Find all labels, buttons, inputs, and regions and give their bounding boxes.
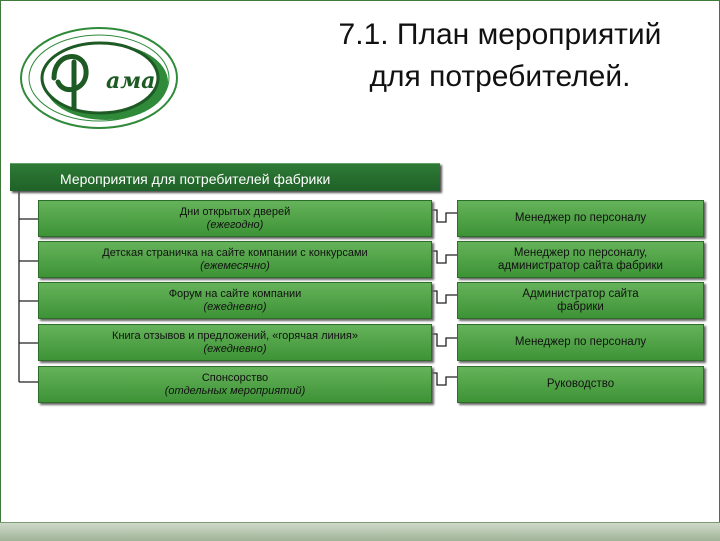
title-line-1: 7.1. План мероприятий — [338, 18, 662, 51]
responsible-box — [457, 200, 704, 237]
responsible-label: Руководство — [546, 378, 615, 390]
fama-logo — [14, 22, 179, 132]
slide-title — [290, 14, 710, 98]
activity-frequency: (отдельных мероприятий) — [164, 384, 306, 397]
activity-box-sponsorship — [38, 366, 432, 403]
activity-frequency: (ежедневно) — [203, 300, 267, 313]
activity-box-kids-page — [38, 241, 432, 278]
activity-frequency: (ежегодно) — [206, 218, 264, 231]
logo-text: ама — [106, 68, 156, 94]
activity-box-feedback — [38, 324, 432, 361]
root-node: Мероприятия для потребителей фабрики — [10, 163, 440, 191]
responsible-box — [457, 241, 704, 278]
responsible-box — [457, 366, 704, 403]
activity-frequency: (ежедневно) — [203, 342, 267, 355]
footer-bar — [0, 522, 720, 541]
title-line-2: для потребителей. — [369, 60, 631, 93]
responsible-label: Менеджер по персоналу — [514, 336, 647, 348]
activity-name: Форум на сайте компании — [168, 287, 302, 300]
activity-name: Дни открытых дверей — [179, 205, 291, 218]
responsible-label: Администратор сайта фабрики — [522, 287, 639, 313]
activity-name: Книга отзывов и предложений, «горячая линия» — [112, 329, 358, 342]
activity-name: Детская страничка на сайте компании с конкурсами — [102, 246, 368, 259]
activity-box-forum — [38, 282, 432, 319]
activity-box-open-days — [38, 200, 432, 237]
activity-frequency: (ежемесячно) — [200, 259, 270, 272]
responsible-box — [457, 282, 704, 319]
responsible-box — [457, 324, 704, 361]
activity-name: Спонсорство — [201, 371, 269, 384]
responsible-label: Менеджер по персоналу — [514, 212, 647, 224]
responsible-label: Менеджер по персоналу, администратор сайта фабрики — [498, 246, 663, 272]
